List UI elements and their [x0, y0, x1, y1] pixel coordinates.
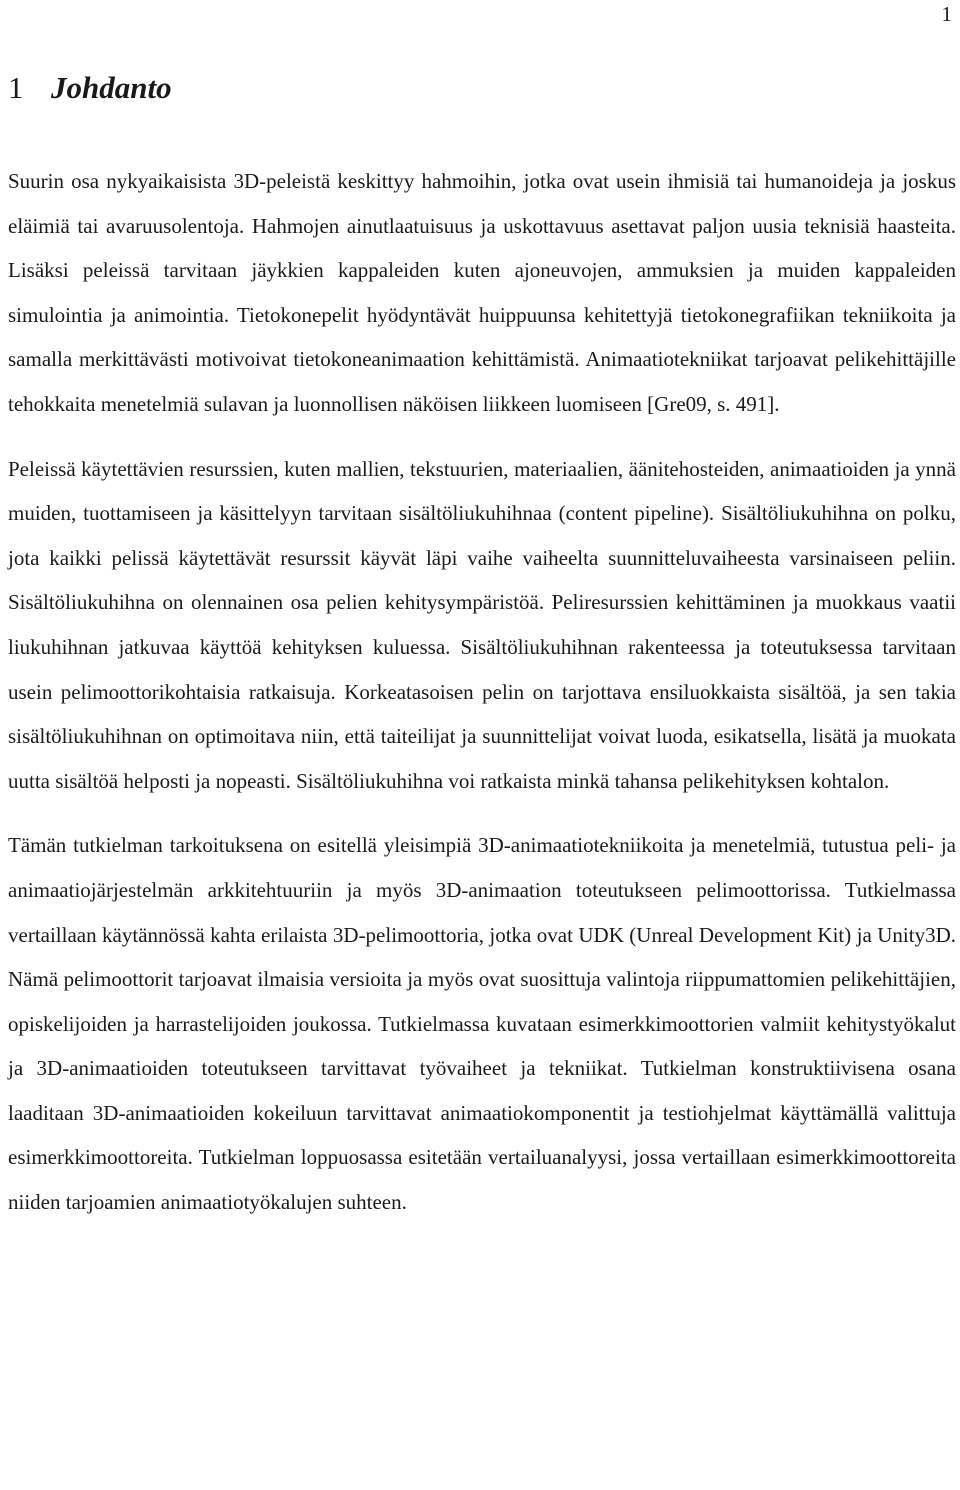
page-number: 1	[941, 2, 952, 26]
paragraph-intro: Suurin osa nykyaikaisista 3D-peleistä keskittyy hahmoihin, jotka ovat usein ihmisiä tai humanoideja ja joskus eläimiä tai avaruusolentoja. Hahmojen ainutlaatuisuus ja uskottavuus asettavat paljon uusia teknisiä haasteita. Lisäksi peleissä tarvitaan jäykkien kappaleiden kuten ajoneuvojen, ammuksien ja muiden kappaleiden simulointia ja animointia. Tietokonepelit hyödyntävät huippuunsa kehitettyjä tietokonegrafiikan tekniikoita ja samalla merkittävästi motivoivat tietokoneanimaation kehittämistä. Animaatiotekniikat tarjoavat pelikehittäjille tehokkaita menetelmiä sulavan ja luonnollisen näköisen liikkeen luomiseen [Gre09, s. 491].	[8, 169, 956, 416]
paragraph-thesis-goal: Tämän tutkielman tarkoituksena on esitellä yleisimpiä 3D-animaatiotekniikoita ja menetelmiä, tutustua peli- ja animaatiojärjestelmän arkkitehtuuriin ja myös 3D-animaation toteutukseen pelimoottorissa. Tutkielmassa vertaillaan käytännössä kahta erilaista 3D-pelimoottoria, jotka ovat UDK (Unreal Development Kit) ja Unity3D. Nämä pelimoottorit tarjoavat ilmaisia versioita ja myös ovat suosittuja valintoja riippumattomien pelikehittäjien, opiskelijoiden ja harrastelijoiden joukossa. Tutkielmassa kuvataan esimerkkimoottorien valmiit kehitystyökalut ja 3D-animaatioiden toteutukseen tarvittavat työvaiheet ja tekniikat. Tutkielman konstruktiivisena osana laaditaan 3D-animaatioiden kokeiluun tarvittavat animaatiokomponentit ja testiohjelmat käyttämällä valittuja esimerkkimoottoreita. Tutkielman loppuosassa esitetään vertailuanalyysi, jossa vertaillaan esimerkkimoottoreita niiden tarjoamien animaatiotyökalujen suhteen.	[8, 833, 956, 1215]
chapter-title: Johdanto	[51, 70, 172, 105]
paragraph-content-pipeline: Peleissä käytettävien resurssien, kuten mallien, tekstuurien, materiaalien, äänitehosteiden, animaatioiden ja ynnä muiden, tuottamiseen ja käsittelyyn tarvitaan sisältöliukuhihnaa (content pipeline). Sisältöliukuhihna on polku, jota kaikki pelissä käytettävät resurssit käyvät läpi vaihe vaiheelta suunnitteluvaiheesta varsinaiseen peliin. Sisältöliukuhihna on olennainen osa pelien kehitysympäristöä. Peliresurssien kehittäminen ja muokkaus vaatii liukuhihnan jatkuvaa käyttöä kehityksen kuluessa. Sisältöliukuhihnan rakenteessa ja toteutuksessa tarvitaan usein pelimoottorikohtaisia ratkaisuja. Korkeatasoisen pelin on tarjottava ensiluokkaista sisältöä, ja sen takia sisältöliukuhihnan on optimoitava niin, että taiteilijat ja suunnittelijat voivat luoda, esikatsella, lisätä ja muokata uutta sisältöä helposti ja nopeasti. Sisältöliukuhihna voi ratkaista minkä tahansa pelikehityksen kohtalon.	[8, 456, 956, 793]
body-text	[8, 159, 956, 1225]
chapter-number: 1	[8, 70, 24, 105]
chapter-heading	[8, 68, 172, 108]
